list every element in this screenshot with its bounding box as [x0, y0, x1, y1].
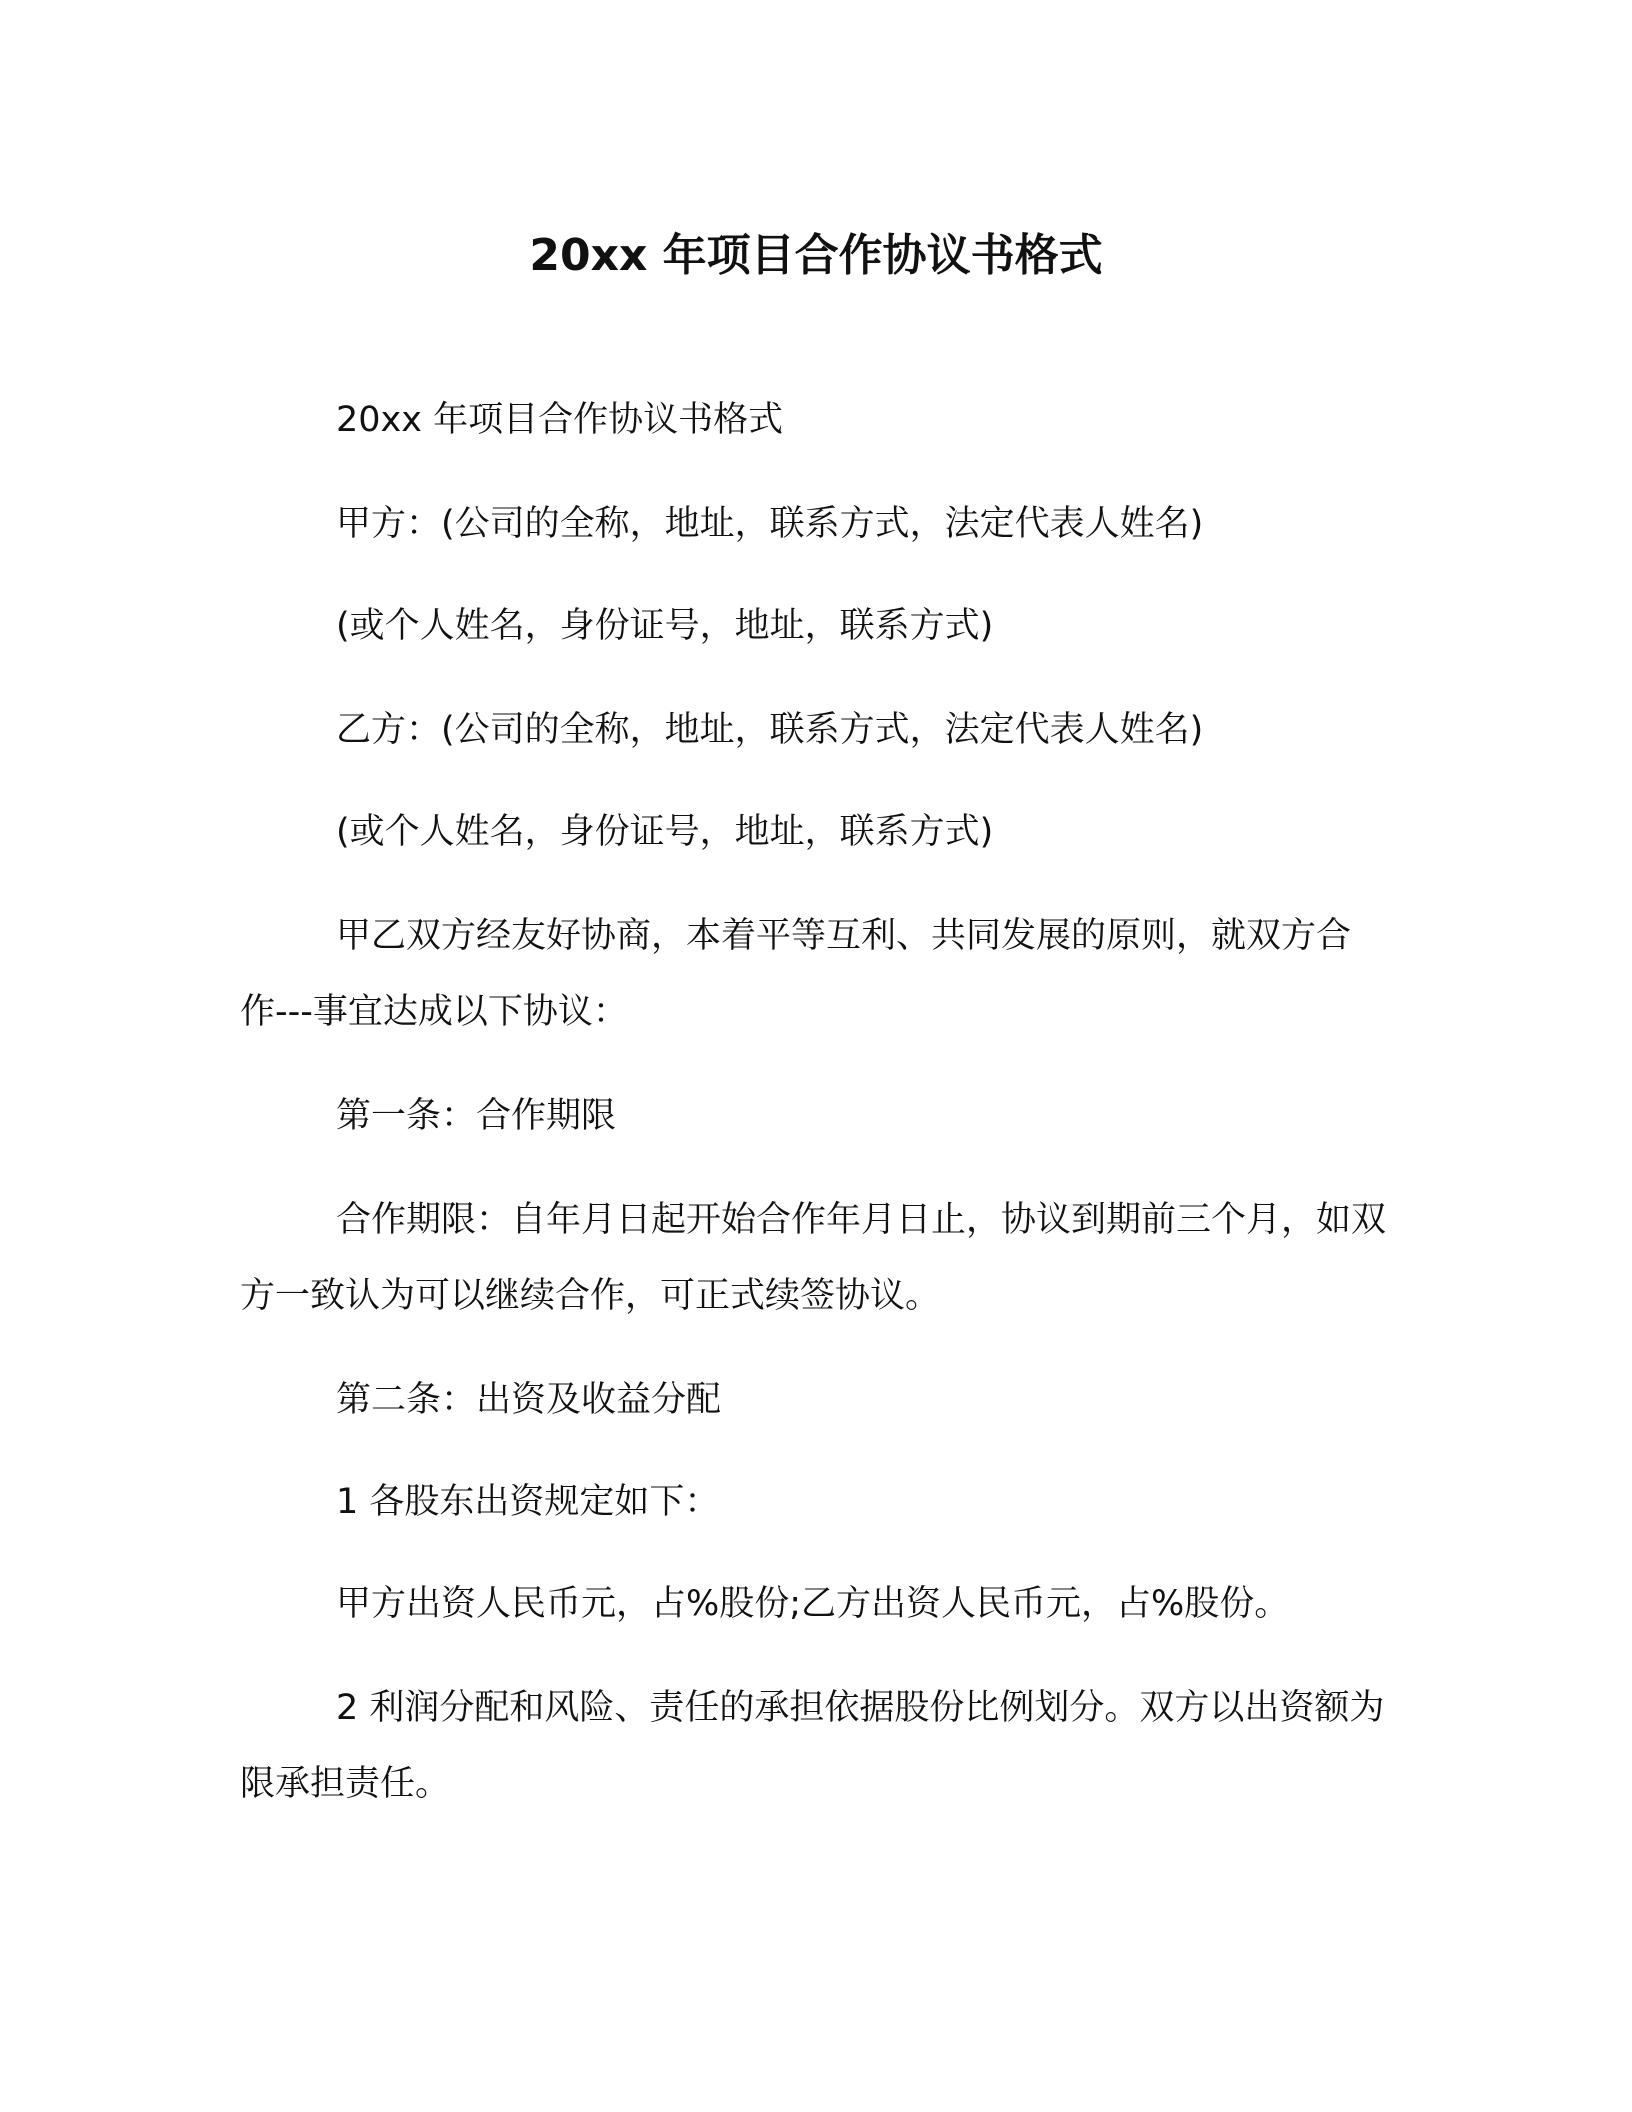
- paragraph-shareholding: 甲方出资人民币元，占%股份;乙方出资人民币元，占%股份。: [336, 1584, 1290, 1624]
- paragraph-profit-distribution: 2 利润分配和风险、责任的承担依据股份比例划分。双方以出资额为限承担责任。: [240, 1688, 1385, 1804]
- document-title: 20xx 年项目合作协议书格式: [529, 230, 1103, 281]
- paragraph-party-a-individual: (或个人姓名，身份证号，地址，联系方式): [336, 606, 994, 646]
- paragraph-party-a: 甲方：(公司的全称，地址，联系方式，法定代表人姓名): [336, 504, 1204, 544]
- paragraph-subtitle: 20xx 年项目合作协议书格式: [336, 400, 784, 440]
- paragraph-preamble: 甲乙双方经友好协商，本着平等互利、共同发展的原则，就双方合作---事宜达成以下协议：: [240, 916, 1352, 1032]
- paragraph-party-b: 乙方：(公司的全称，地址，联系方式，法定代表人姓名): [336, 710, 1204, 750]
- paragraph-article-1-heading: 第一条：合作期限: [336, 1096, 617, 1136]
- paragraph-article-2-heading: 第二条：出资及收益分配: [336, 1380, 722, 1420]
- paragraph-cooperation-term: 合作期限：自年月日起开始合作年月日止，协议到期前三个月，如双方一致认为可以继续合作，可正式续签协议。: [240, 1200, 1387, 1316]
- paragraph-capital-contribution: 1 各股东出资规定如下：: [336, 1482, 720, 1522]
- paragraph-party-b-individual: (或个人姓名，身份证号，地址，联系方式): [336, 812, 994, 852]
